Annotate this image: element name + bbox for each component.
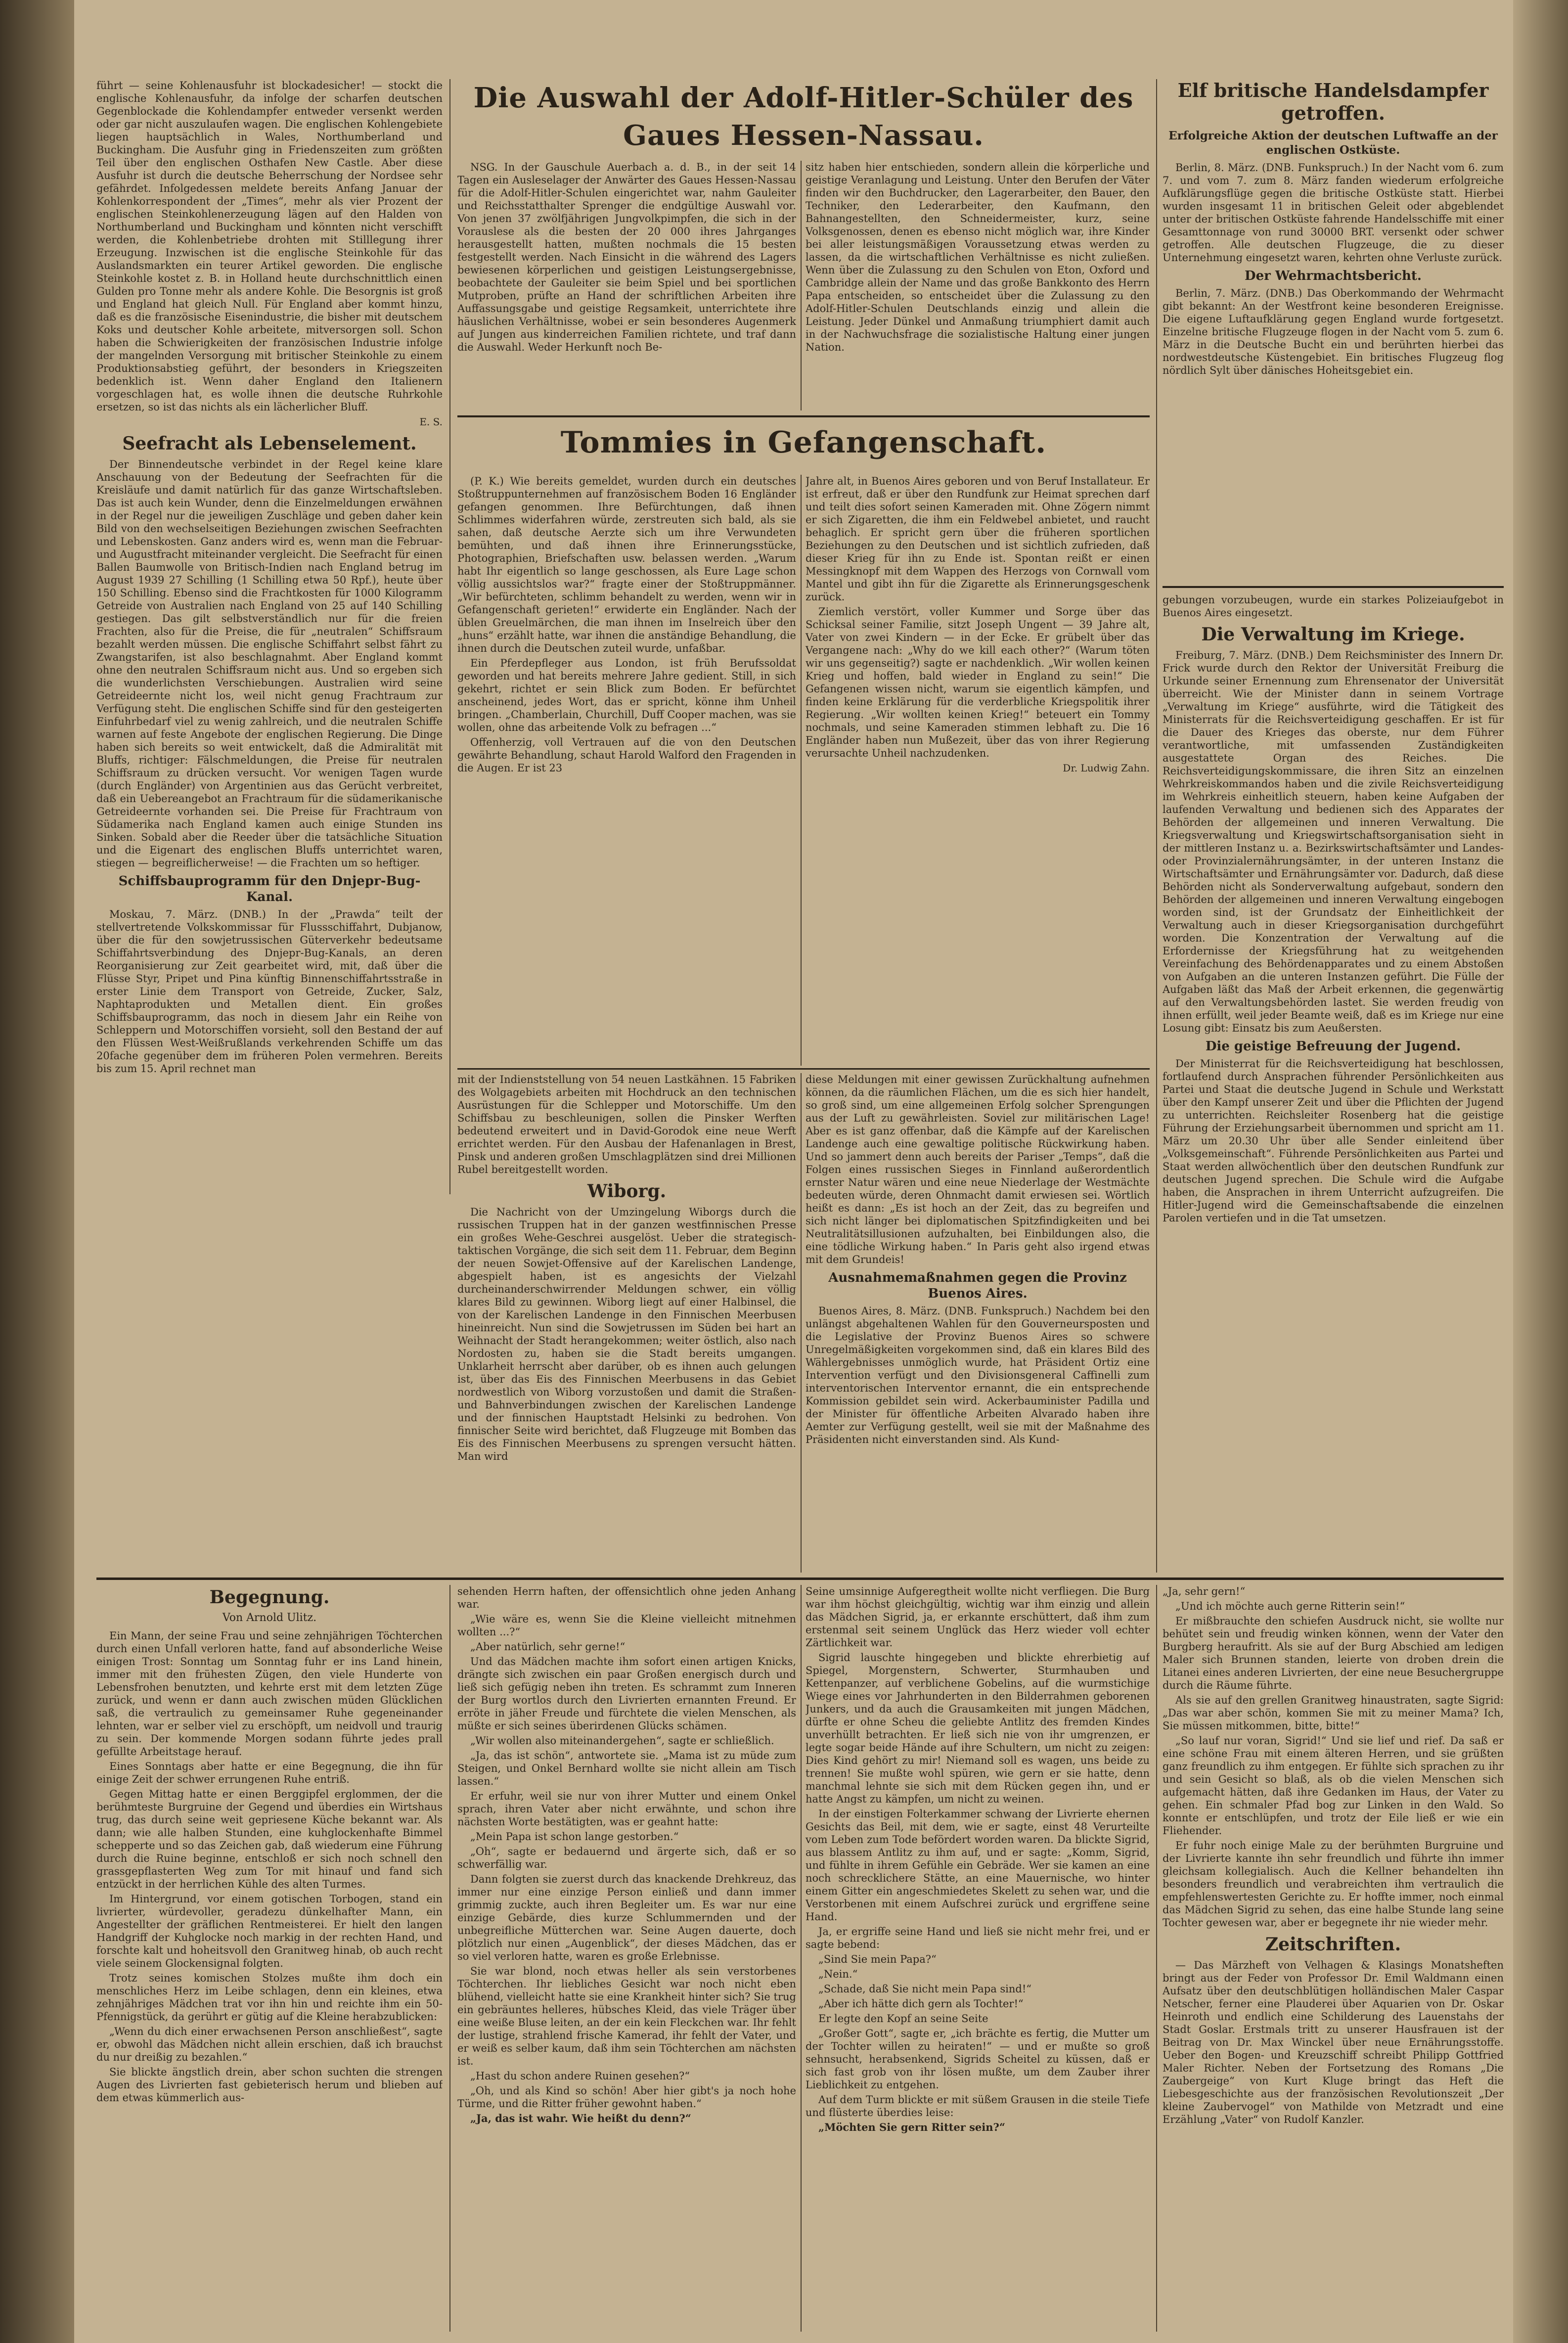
headline-zeitschriften: Zeitschriften. — [1265, 1934, 1401, 1955]
page-content — [96, 79, 1506, 2334]
story-paragraph: „Schade, daß Sie nicht mein Papa sind!“ — [818, 1983, 1032, 1995]
column-buenos-aires — [806, 1073, 1150, 1573]
story-paragraph: Trotz seines komischen Stolzes mußte ihm doch ein menschliches Herz im Leibe schlagen, denn ein kleines, etwa zehnjähriges Mädchen trat vor ihn hin und reichte ihm ein 50-Pfennigstück, da gerührt er gütig auf die Kleine herabzublicken: — [96, 1972, 443, 2023]
story-paragraph: Und das Mädchen machte ihm sofort einen artigen Knicks, drängte sich zwischen ein paar Großen energisch durch und ließ sich gefügig neben ihn treten. Es schrammt zum Inneren der Burg wortlos durch den Livrierten ernannten Freund. Er erröte in jäher Freude und fürchtete die vielen Menschen, als müßte er sich seines überirdenen Glücks schämen. — [457, 1656, 796, 1732]
story-paragraph: „Aber ich hätte dich gern als Tochter!“ — [818, 1998, 1024, 2010]
story-paragraph: „So lauf nur voran, Sigrid!“ Und sie lief und rief. Da saß er eine schöne Frau mit einem älteren Herren, und sie grüßten ganz freundlich zu ihm entgegen. Er fühlte sich sprachen zu ihr und sein Gesicht so blaß, als ob die vielen Menschen sich aufgemacht hätten, daß ihre Gedanken im Haus, der Vater zu gehen. Ein schmaler Pfad bog zur Linken in den Wald. So konnte er entschlüpfen, und trotz der Eile ließ er wie ein Fliehender. — [1163, 1735, 1504, 1837]
column-news-right-top — [1163, 79, 1504, 581]
subheadline-luftwaffe: Erfolgreiche Aktion der deutschen Luftwaffe an der englischen Ostküste. — [1168, 129, 1498, 157]
story-paragraph: Ja, er ergriffe seine Hand und ließ sie nicht mehr frei, und er sagte bebend: — [806, 1926, 1150, 1950]
story-paragraph: „Und ich möchte auch gerne Ritterin sein!“ — [1175, 1600, 1405, 1612]
headline-wehrmachtsbericht: Der Wehrmachtsbericht. — [1245, 269, 1422, 283]
next-page-edge — [1513, 0, 1568, 2343]
article-tommies-left — [457, 475, 796, 1066]
story-paragraph: „Ja, sehr gern!“ — [1163, 1585, 1246, 1597]
headline-begegnung: Begegnung. — [209, 1587, 330, 1608]
article-tommies-text-5: Ziemlich verstört, voller Kummer und Sorge über das Schicksal seiner Familie, sitzt Joseph Ungent — 39 Jahre alt, Vater von zwei Kindern — in der Ecke. Er grübelt über das Vergangene nach: „Why do we kill each other?“ (Warum töten wir uns gegenseitig?) sagte er nachdenklich. „Wir wollen keinen Krieg und hoffen, bald wieder in England zu sein!“ Die Gefangenen wissen nicht, warum sie eigentlich kämpfen, und finden keine Erklärung für die verderbliche Kriegspolitik ihrer Regierung. „Wir wollten keinen Krieg!“ beteuert ein Tommy nochmals, und seine Kameraden stimmen lebhaft zu. Die 16 Engländer haben nun Mußezeit, über das von ihrer Regierung verursachte Unheil nachzudenken. — [806, 606, 1150, 759]
headline-tommies: Tommies in Gefangenschaft. — [560, 425, 1047, 460]
headline-schiffsbauprogramm: Schiffsbauprogramm für den Dnjepr-Bug-Kanal. — [118, 874, 421, 904]
story-paragraph: „Oh, und als Kind so schön! Aber hier gibt's ja noch hohe Türme, und die Ritter früher gewohnt haben.“ — [457, 2085, 796, 2110]
headline-seefracht: Seefracht als Lebenselement. — [122, 433, 417, 454]
story-paragraph: „Ja, das ist schön“, antwortete sie. „Mama ist zu müde zum Steigen, und Onkel Bernhard wollte sie nicht allein am Tisch lassen.“ — [457, 1750, 796, 1787]
article-coal-text: führt — seine Kohlenausfuhr ist blockadesicher! — stockt die englische Kohlenausfuhr, da infolge der scharfen deutschen Gegenblockade die Kohlendampfer entweder versenkt werden oder gar nicht auszulaufen wagen. Die englischen Kohlengebiete liegen hauptsächlich in Wales, Northumberland und Buckingham. Die Ausfuhr ging in Friedenszeiten zum größten Teil über den englischen Osthafen New Castle. Aber diese Ausfuhr ist durch die deutsche Beherrschung der Nordsee sehr gefährdet. Infolgedessen meldete bereits Anfang Januar der Kohlenkorrespondent der „Times“, mehr als vier Prozent der englischen Steinkohlenerzeugung lägen auf den Halden von Northumberland und Buckingham und könnten nicht verschifft werden, die Kohlenbetriebe drohten mit Stilllegung ihrer Erzeugung. Inzwischen ist die englische Steinkohle für das Auslandsmarkten ein teurer Artikel geworden. Die englische Steinkohle kostet z. B. in Holland heute durchschnittlich einen Gulden pro Tonne mehr als andere Kohle. Die Besorgnis ist groß und England hat gleich Null. Für England aber kommt hinzu, daß es die französische Eisenindustrie, die bisher mit deutschem Koks und deutscher Kohle arbeitete, mitversorgen soll. Schon haben die Schwierigkeiten der französischen Industrie infolge der mangelnden Versorgung mit britischer Steinkohle zu einem Produktionsabstieg geführt, der besonders in Kriegszeiten bedenklich ist. Wenn daher England den Italienern vorgeschlagen hat, es wolle ihnen die deutsche Ruhrkohle ersetzen, so ist das nichts als ein lächerlicher Bluff. — [96, 80, 443, 413]
story-paragraph: Ein Mann, der seine Frau und seine zehnjährigen Töchterchen durch einen Unfall verloren hatte, fand auf absonderliche Weise einigen Trost: Sonntag um Sonntag fuhr er ins Land hinein, immer mit den frühesten Zügen, den viele Hunderte von Lebensfrohen benutzten, und kehrte erst mit dem letzten Züge zurück, und wenn er dann auch zwischen müden Glücklichen saß, die vertraulich zu gemeinsamer Ruhe gegeneinander lehnten, war er selber viel zu erschöpft, um neidvoll und traurig zu sein. Der kommende Morgen sodann führte jedes prall gefüllte Arbeitstage herauf. — [96, 1630, 443, 1757]
story-paragraph: „Sind Sie mein Papa?“ — [818, 1953, 937, 1965]
story-paragraph: Er mißbrauchte den schiefen Ausdruck nicht, sie wollte nur behütet sein und freudig winken können, wenn der Vater den Burgberg heraufritt. Als sie auf der Burg Abschied am ledigen Maler sich Brunnen standen, leierte von droben drein die Litanei eines anderen Livrierten, der eine neue Besuchergruppe durch die Räume führte. — [1163, 1615, 1504, 1691]
column-economy — [96, 79, 443, 1194]
story-paragraph: Auf dem Turm blickte er mit süßem Grausen in die steile Tiefe und flüsterte überdies leise: — [806, 2094, 1150, 2118]
story-column-2 — [457, 1585, 796, 2332]
story-paragraph: Im Hintergrund, vor einem gotischen Torbogen, stand ein livrierter, würdevoller, geradezu dünkelhafter Mann, ein Angestellter der gräflichen Rentmeisterei. Er hielt den langen Handgriff der Kuhglocke noch markig in der rechten Hand, und forschte kalt und hoheitsvoll den Granitweg hinab, ob auch recht viele seinem Glockensignal folgten. — [96, 1893, 443, 1969]
column-divider — [1156, 79, 1157, 1573]
section-rule — [1163, 586, 1504, 588]
story-paragraph: „Mein Papa ist schon lange gestorben.“ — [470, 1831, 679, 1843]
story-paragraph: Er fuhr noch einige Male zu der berühmten Burgruine und der Livrierte kannte ihn sehr freundlich und führte ihn immer gleichsam kollegialisch. Auch die Kellner behandelten ihn besonders freundlich und verabreichten ihm vertraulich die empfehlenswertesten Gerichte zu. Er hoffte immer, noch einmal das Mädchen Sigrid zu sehen, das eine halbe Stunde lang seine Tochter gewesen war, aber er begegnete ihr nie wieder mehr. — [1163, 1840, 1504, 1929]
article-tommies-text-1: (P. K.) Wie bereits gemeldet, wurden durch ein deutsches Stoßtruppunternehmen auf französischem Boden 16 Engländer gefangen genommen. Ihre Befürchtungen, daß ihnen Schlimmes widerfahren würde, zerstreuten sich bald, als sie sahen, daß deutsche Aerzte sich um ihre Verwundeten bemühten, und daß ihnen ihre Erinnerungsstücke, Photographien, Briefschaften usw. belassen werden. „Warum habt Ihr eigentlich so lange geschossen, als Eure Lage schon völlig aussichtslos war?“ fragte einer der Stoßtruppmänner. „Wir befürchteten, schlimm behandelt zu werden, wenn wir in Gefangenschaft gerieten!“ erwiderte ein Engländer. Nach der üblen Greuelmärchen, die man ihnen im Inselreich über den „huns“ erzählt hatte, war ihnen die anständige Behandlung, die ihnen durch die Deutschen zuteil wurde, unfaßbar. — [457, 475, 796, 654]
story-paragraph: sehenden Herrn haften, der offensichtlich ohne jeden Anhang war. — [457, 1585, 796, 1610]
article-seefracht-text: Der Binnendeutsche verbindet in der Regel keine klare Anschauung von der Bedeutung der Seefrachten für die Kreisläufe und damit natürlich für das ganze Wirtschaftsleben. Das ist auch kein Wunder, denn die Einzelmeldungen erwähnen in der Regel nur die jeweiligen Zuschläge und geben daher kein Bild von den wechselseitigen Beziehungen zwischen Seefrachten und Lebenskosten. Ganz anders wird es, wenn man die Februar- und Augustfracht miteinander vergleicht. Die Seefracht für einen Ballen Baumwolle von Britisch-Indien nach England betrug im August 1939 27 Schilling (1 Schilling etwa 50 Rpf.), heute über 150 Schilling. Ebenso sind die Frachtkosten für 1000 Kilogramm Getreide von Australien nach England von 25 auf 140 Schilling gestiegen. Das gilt selbstverständlich nur für die freien Frachten, also für die Preise, die für „neutralen“ Schiffsraum bezahlt werden müssen. Die englische Schiffahrt selbst fährt zu Zwangstarifen, ist also beschlagnahmt. Aber England kommt ohne den neutralen Schiffsraum nicht aus. Und so ergeben sich die wunderlichsten Verschiebungen. Australien wird seine Getreideernte nicht los, weil nicht genug Frachtraum zur Verfügung steht. Die englischen Schiffe sind für den gesteigerten Einfuhrbedarf viel zu wenig zahlreich, und die neutralen Schiffe warnen auf feste Angebote der englischen Regierung. Die Dinge haben sich bereits so weit entwickelt, daß die Admiralität mit Bluffs, richtiger: Fälschmeldungen, die Preise für neutralen Schiffsraum zu drücken versucht. Vor wenigen Tagen wurde (durch Engländer) von Argentinien aus das Gerücht verbreitet, daß ein Uebereangebot an Frachtraum für die südamerikanische Getreideernte vorhanden sei. Die Preise für Frachtraum von Südamerika nach England kamen auch einige Stunden ins Sinken. Sobald aber die Reeder über die tatsächliche Situation und die Eigenart des englischen Bluffs unterrichtet waren, stiegen — begreiflicherweise! — die Frachten um so heftiger. — [96, 458, 443, 869]
story-paragraph: Gegen Mittag hatte er einen Berggipfel erglommen, der die berühmteste Burgruine der Gegend und überdies ein Wirtshaus trug, das durch seine weit gepriesene Küche bekannt war. Als dann; wie alle halben Stunden, eine kuhglockenhafte Bimmel schepperte und so das Zeichen gab, daß wiederum eine Führung durch die Ruine beginne, entschloß er sich noch schnell den grassgepflasterten Weg zum Tor mit hinauf und fand sich entzückt in der herrlichen Kühle des alten Turmes. — [96, 1788, 443, 1890]
column-divider — [801, 161, 802, 410]
article-jugend-text: Der Ministerrat für die Reichsverteidigung hat beschlossen, fortlaufend durch Ansprachen führender Persönlichkeiten aus Partei und Staat die deutsche Jugend in Schule und Werkstatt über den Kampf unserer Zeit und über die Pflichten der Jugend zu unterrichten. Reichsleiter Rosenberg hat die geistige Führung der Erziehungsarbeit übernommen und spricht am 11. März um 20.30 Uhr über alle Sender einleitend über „Volksgemeinschaft“. Führende Persönlichkeiten aus Partei und Staat werden allwöchentlich über den deutschen Rundfunk zur deutschen Jugend sprechen. Die Schule wird die Aufgabe haben, die Ansprachen in ihrem Unterricht aufzugreifen. Die Hitler-Jugend wird die Gemeinschaftsabende die einzelnen Parolen vertiefen und in die Tat umsetzen. — [1163, 1058, 1504, 1224]
story-paragraph: „Wir wollen also miteinandergehen“, sagte er schließlich. — [470, 1735, 774, 1747]
headline-jugend: Die geistige Befreuung der Jugend. — [1205, 1039, 1461, 1054]
article-schiffsbau-text: Moskau, 7. März. (DNB.) In der „Prawda“ teilt der stellvertretende Volkskommissar für Flussschiffahrt, Dubjanow, über die für den sowjetrussischen Güterverkehr bedeutsame Schiffahrtsverbindung des Dnjepr-Bug-Kanals, an deren Reorganisierung zur Zeit gearbeitet wird, mit, daß über die Flüsse Styr, Pripet und Pina künftig Binnenschiffahrtsstraße in erster Linie dem Transport von Getreide, Zucker, Salz, Naphtaprodukten und Metallen dient. Ein großes Schiffsbauprogramm, das noch in diesem Jahr ein Reihe von Schleppern und Motorschiffen vorsieht, soll den Bestand der auf den Flüssen West-Weißrußlands verkehrenden Schiffe um das 20fache gegenüber dem im früheren Polen vermehren. Bereits bis zum 15. April rechnet man — [96, 908, 443, 1075]
article-tommies-signature: Dr. Ludwig Zahn. — [1063, 762, 1150, 774]
article-zeitschriften-text: — Das Märzheft von Velhagen & Klasings Monatsheften bringt aus der Feder von Professor Dr. Emil Waldmann einen Aufsatz über den deutschblütigen holländischen Maler Caspar Netscher, ferner eine Plauderei über Aquarien von Dr. Oskar Heinroth und endlich eine Schilderung des Lauenstahs der Stadt Goslar. Erstmals tritt zu unserer Hausfrauen ist der Beitrag von Dr. Max Winckel über neue Ernährungsstoffe. Ueber den Bogen- und Kreuzschiff schreibt Philipp Gottfried Maler Richter. Neben der Fortsetzung des Romans „Die Zaubergeige“ von Kurt Kluge bringt das Heft die Liebesgeschichte aus der französischen Revolutionszeit „Der kleine Zaubervogel“ von Mathilde von Metzradt und eine Erzählung „Vater“ von Rudolf Kanzler. — [1163, 1959, 1504, 2125]
column-divider — [801, 1585, 802, 2332]
story-column-4 — [1163, 1585, 1504, 2332]
story-paragraph: Dann folgten sie zuerst durch das knackende Drehkreuz, das immer nur eine einzige Person einließ und dann immer grimmig zuckte, auch ihren Begleiter um. Es war nur eine einzige Gebärde, dies kurze Schlummernden und der unbegreifliche Mütterchen war. Seine Augen dauerte, doch plötzlich nur einen „Augenblick“, der dieses Mädchen, das er so viel verloren hatte, waren es große Erlebnisse. — [457, 1873, 796, 1962]
story-paragraph: In der einstigen Folterkammer schwang der Livrierte ehernen Gesichts das Beil, mit dem, wie er sagte, einst 48 Verurteilte vom Leben zum Tode befördert worden waren. Da blickte Sigrid, aus blassem Antlitz zu ihm auf, und er sagte: „Komm, Sigrid, und fühlte in ihrem Gefühle ein Gebräde. Wer sie kamen an eine noch schrecklichere Stätte, an eine Mauernische, wo hinter einem Gitter ein angeschmiedetes Skelett zu sehen war, und die Verstorbenen mit einem Aufschrei zurück und ergriffene seine Hand. — [806, 1808, 1150, 1923]
article-ausnahme-text: Buenos Aires, 8. März. (DNB. Funkspruch.) Nachdem bei den unlängst abgehaltenen Wahlen für den Gouverneursposten und die Legislative der Provinz Buenos Aires so schwere Unregelmäßigkeiten vorgekommen sind, daß ein klares Bild des Wählergebnisses unmöglich wurde, hat Präsident Ortiz eine Intervention verfügt und den Divisionsgeneral Caffinelli zum interventorischen Interventor ernannt, die ein entsprechende Kommission gebildet sein wird. Ackerbauminister Padilla und der Minister für öffentliche Arbeiten Alvarado haben ihre Aemter zur Verfügung gestellt, weil sie mit der Maßnahme des Präsidenten nicht einverstanden sind. Als Kund- — [806, 1305, 1150, 1445]
headline-handelsdampfer: Elf britische Handelsdampfer getroffen. — [1177, 79, 1489, 124]
article-schiffsbau-continued: mit der Indienststellung von 54 neuen Lastkähnen. 15 Fabriken des Wolgagebiets arbeiten mit Hochdruck an den technischen Ausrüstungen für die Schlepper und Motorschiffe. Um den Schiffsbau zu beschleunigen, sollen die Pinsker Werften bedeutend erweitert und in David-Gorodok eine neue Werft errichtet werden. Für den Ausbau der Hafenanlagen in Brest, Pinsk und anderen großen Umschlagplätzen sind drei Millionen Rubel bereitgestellt worden. — [457, 1074, 796, 1175]
column-news-right-bottom — [1163, 593, 1504, 1573]
article-handelsdampfer-text: Berlin, 8. März. (DNB. Funkspruch.) In der Nacht vom 6. zum 7. und vom 7. zum 8. März fanden wiederum erfolgreiche Aufklärungsflüge gegen die britische Ostküste statt. Hierbei wurden insgesamt 11 in britischen Geleit oder abgeblendet unter der britischen Ostküste fahrende Handelsschiffe mit einer Gesamttonnage von rund 30000 BRT. versenkt oder schwer getroffen. Alle deutschen Flugzeuge, die zu dieser Unternehmung eingesetzt waren, kehrten ohne Verluste zurück. — [1163, 162, 1504, 264]
story-paragraph: „Hast du schon andere Ruinen gesehen?“ — [470, 2070, 690, 2082]
article-tommies-text-4: Jahre alt, in Buenos Aires geboren und von Beruf Installateur. Er ist erfreut, daß er über den Rundfunk zur Heimat sprechen darf und teilt dies sofort seinen Kameraden mit. Ohne Zögern nimmt er sich Zigaretten, die ihm ein Feldwebel anbietet, und raucht behaglich. Er spricht gern über die früheren sportlichen Beziehungen zu den Deutschen und ist sichtlich zufrieden, daß dieser Krieg für ihn zu Ende ist. Spontan reißt er einen Messingknopf mit dem Wappen des Herzogs von Cornwall vom Mantel und gibt ihn für die Zigarette als Erinnerungsgeschenk zurück. — [806, 475, 1150, 603]
article-wehrmachtsbericht-text: Berlin, 7. März. (DNB.) Das Oberkommando der Wehrmacht gibt bekannt: An der Westfront keine besonderen Ereignisse. Die eigene Luftaufklärung gegen England wurde fortgesetzt. Einzelne britische Flugzeuge flogen in der Nacht vom 5. zum 6. März in die Deutsche Bucht ein und berührten hierbei das nordwestdeutsche Küstengebiet. Ein britisches Flugzeug flog nördlich Sylt über dänisches Hoheitsgebiet ein. — [1163, 287, 1504, 376]
headline-ausnahmemassnahmen: Ausnahmemaßnahmen gegen die Provinz Buenos Aires. — [828, 1270, 1127, 1301]
article-wiborg-text: Die Nachricht von der Umzingelung Wiborgs durch die russischen Truppen hat in der ganzen westfinnischen Presse ein großes Wehe-Geschrei ausgelöst. Ueber die strategisch-taktischen Vorgänge, die sich seit dem 11. Februar, dem Beginn der neuen Sowjet-Offensive auf der Karelischen Landenge, abgespielt haben, ist es angesichts der Vielzahl durcheinanderschwirrender Meldungen schwer, ein völlig klares Bild zu gewinnen. Wiborg liegt auf einer Halbinsel, die von der Karelischen Landenge in den Finnischen Meerbusen hineinreicht. Nun sind die Sowjetrussen im Süden bei hart an Weihnacht der Stadt herangekommen; weiter östlich, also nach Nordosten zu, haben sie die Stadt bereits umgangen. Unklarheit herrscht aber darüber, ob es ihnen auch gelungen ist, über das Eis des Finnischen Meerbusens in das Gebiet nordwestlich von Wiborg vorzustoßen und damit die Straßen- und Bahnverbindungen zwischen der Karelischen Landenge und der finnischen Hauptstadt Helsinki zu bedrohen. Von finnischer Seite wird berichtet, daß Flugzeuge mit Bomben das Eis des Finnischen Meerbusens zu sprengen versucht hätten. Man wird — [457, 1206, 796, 1462]
story-paragraph: Sie blickte ängstlich drein, aber schon suchten die strengen Augen des Livrierten fast gebieterisch herum und blieben auf dem etwas kümmerlich aus- — [96, 2066, 443, 2104]
article-tommies-text-2: Ein Pferdepfleger aus London, ist früh Berufssoldat geworden und hat bereits mehrere Jahre gedient. Still, in sich gekehrt, richtet er sein Blick zum Boden. Er befürchtet anscheinend, jedes Wort, das er spricht, könne ihm Unheil bringen. „Chamberlain, Churchill, Duff Cooper machen, was sie wollen, ohne das arbeitende Volk zu befragen ...“ — [457, 657, 796, 733]
article-ahs-right — [806, 161, 1150, 410]
story-paragraph: „Aber natürlich, sehr gerne!“ — [470, 1641, 626, 1653]
article-ahs-text-2: sitz haben hier entschieden, sondern allein die körperliche und geistige Veranlagung und Leistung. Unter den Berufen der Väter finden wir den Buchdrucker, den Lagerarbeiter, den Bauer, den Techniker, den Lederarbeiter, den Kaufmann, den Bahnangestellten, den Schneidermeister, kurz, seine Volksgenossen, denen es ebenso nicht möglich war, ihre Kinder bei aller leistungsmäßigen Voraussetzung etwas werden zu lassen, da die wirtschaftlichen Verhältnisse es nicht zuließen. Wenn über die Zulassung zu den Schulen von Eton, Oxford und Cambridge allein der Name und das große Bankkonto des Herrn Papa entscheiden, so entscheidet über die Zulassung zu den Adolf-Hitler-Schulen Deutschlands einzig und allein die Leistung. Jeder Dünkel und Anmaßung triumphiert damit auch in der Nachwuchsfrage die sozialistische Haltung einer jungen Nation. — [806, 161, 1150, 353]
story-byline: Von Arnold Ulitz. — [222, 1612, 317, 1624]
story-paragraph: „Nein.“ — [818, 1968, 858, 1980]
article-coal-signature: E. S. — [419, 416, 443, 428]
column-divider — [801, 1073, 802, 1573]
headline-ahs: Die Auswahl der Adolf-Hitler-Schüler des Gaues Hessen-Nassau. — [473, 82, 1134, 152]
article-tommies-right — [806, 475, 1150, 1066]
story-paragraph: Sigrid lauschte hingegeben und blickte ehrerbietig auf Spiegel, Morgenstern, Schwerter, Sturmhauben und Kettenpanzer, auf verblichene Gobelins, auf die wurmstichige Wiege eines vor Jahrhunderten in den Bilderrahmen geborenen Junkers, und da auch die Grausamkeiten mit jungen Mädchen, dürfte er ohne Scheu die geliebte Antlitz des fremden Kindes unverhüllt betrachten. Er ließ sich nie von ihr umgrenzen, er legte sogar beide Hände auf ihre Schultern, um nicht zu zeigen: Dies Kind gehört zu mir! Niemand soll es wagen, uns beide zu trennen! Sie mußte wohl spüren, wie gern er sie hatte, denn manchmal lehnte sie sich mit dem Rücken gegen ihn, und er hatte Angst zu kämpfen, um nicht zu weinen. — [806, 1652, 1150, 1805]
story-paragraph: Seine umsinnige Aufgeregtheit wollte nicht verfliegen. Die Burg war ihm höchst gleichgültig, wichtig war ihm einzig und allein das Mädchen Sigrid, ja, er erkannte erschüttert, daß ihm zum erstenmal seit seinem Unglück das Herz wieder voll echter Zärtlichkeit war. — [806, 1585, 1150, 1649]
story-paragraph: Als sie auf den grellen Granitweg hinaustraten, sagte Sigrid: „Das war aber schön, kommen Sie mit zu meiner Mama? Ich, Sie müssen mitkommen, bitte, bitte!“ — [1163, 1694, 1504, 1732]
column-wiborg — [457, 1073, 796, 1573]
story-paragraph: „Wie wäre es, wenn Sie die Kleine vielleicht mitnehmen wollten ...?“ — [457, 1613, 796, 1638]
article-verwaltung-text: Freiburg, 7. März. (DNB.) Dem Reichsminister des Innern Dr. Frick wurde durch den Rektor der Universität Freiburg die Urkunde seiner Ernennung zum Ehrensenator der Universität überreicht. Wie der Minister dann in seinem Vortrage „Verwaltung im Kriege“ ausführte, wird die Tätigkeit des Ministerrats für die Reichsverteidigung geschaffen. Er ist für die Dauer des Krieges das oberste, nur dem Führer verantwortliche, mit umfassenden Zuständigkeiten ausgestattete Organ des Reiches. Die Reichsverteidigungskommissare, die ihren Sitz an einzelnen Wehrkreiskommandos haben und die zivile Reichsverteidigung im Wehrkreis einheitlich steuern, haben keine Aufgaben der laufenden Verwaltung und bedienen sich des Apparates der Behörden der allgemeinen und inneren Verwaltung. Die Kriegsverwaltung und Kriegswirtschaftsorganisation sieht in der mittleren Instanz u. a. Bezirkswirtschaftsämter und Landes- oder Provinzialernährungsämter, in der unteren Instanz die Wirtschaftsämter und Ernährungsämter vor. Dadurch, daß diese Behörden nicht als Sonderverwaltung aufgebaut, sondern den Behörden der allgemeinen und inneren Verwaltung eingebogen worden sind, ist der Grundsatz der Einheitlichkeit der Verwaltung auch in dieser Kriegsorganisation durchgeführt worden. Die Konzentration der Verwaltung auf die Erfordernisse der Kriegsführung hat zu weitgehenden Vereinfachung des Behördenapparates und zu einem Abstoßen von Aufgaben an die unteren Instanzen geführt. Die Fülle der Aufgaben läßt das Maß der Arbeit erkennen, die gegenwärtig auf den Verwaltungsbehörden lastet. Sie werden freudig von ihnen erfüllt, weil jeder Beamte weiß, daß es im Kriege nur eine Losung gibt: Einsatz bis zum Aeußersten. — [1163, 649, 1504, 1034]
column-divider — [449, 1585, 450, 2332]
column-divider — [1156, 1585, 1157, 2332]
section-rule — [457, 415, 1150, 417]
article-ausnahme-continued: gebungen vorzubeugen, wurde ein starkes Polizeiaufgebot in Buenos Aires eingesetzt. — [1163, 594, 1504, 619]
story-column-3 — [806, 1585, 1150, 2332]
headline-wiborg: Wiborg. — [587, 1181, 667, 1202]
story-paragraph: „Wenn du dich einer erwachsenen Person anschließest“, sagte er, obwohl das Mädchen nicht allein erschien, daß ich brauchst du nur dreißig zu bezahlen.“ — [96, 2026, 443, 2063]
story-paragraph: Er erfuhr, weil sie nur von ihrer Mutter und einem Onkel sprach, ihren Vater aber nicht erwähnte, und schon ihre nächsten Worte bestätigten, was er geahnt hatte: — [457, 1790, 796, 1828]
article-wiborg-continued: diese Meldungen mit einer gewissen Zurückhaltung aufnehmen können, da die räumlichen Flächen, um die es sich hier handelt, so groß sind, um eine allgemeinen Erfolg solcher Sprengungen aus der Luft zu gewährleisten. Soviel zur militärischen Lage! Aber es ist ganz offenbar, daß die Kämpfe auf der Karelischen Landenge auch eine gewaltige politische Rückwirkung haben. Und so jammert denn auch bereits der Pariser „Temps“, daß die Folgen eines russischen Sieges in Finnland außerordentlich ernster Natur wären und eine neue Niederlage der Westmächte bedeuten würde, deren Ohnmacht damit erwiesen sei. Wörtlich heißt es dann: „Es ist hoch an der Zeit, das zu begreifen und sich nicht länger bei diplomatischen Spitzfindigkeiten und bei Neutralitätsillusionen aufzuhalten, bei Einbildungen also, die eine tödliche Wirkung haben.“ In Paris geht also irgend etwas mit dem Grundeis! — [806, 1074, 1150, 1265]
story-paragraph: „Großer Gott“, sagte er, „ich brächte es fertig, die Mutter um der Tochter willen zu heiraten!“ — und er mußte so groß sehnsucht, herabsenkend, Sigrids Scheitel zu küssen, daß er sich fast grob von ihr lösen mußte, um dem Zauber ihrer Lieblichkeit zu entgehen. — [806, 2028, 1150, 2091]
article-ahs-left — [457, 161, 796, 410]
section-rule — [457, 1068, 1150, 1070]
story-paragraph: „Oh“, sagte er bedauernd und ärgerte sich, daß er so schwerfällig war. — [457, 1846, 796, 1870]
story-paragraph: Eines Sonntags aber hatte er eine Begegnung, die ihn für einige Zeit der schwer errungenen Ruhe entriß. — [96, 1760, 443, 1785]
story-paragraph: Er legte den Kopf an seine Seite — [818, 2013, 988, 2025]
story-paragraph: „Ja, das ist wahr. Wie heißt du denn?“ — [470, 2112, 691, 2124]
article-ahs-text-1: NSG. In der Gauschule Auerbach a. d. B., in der seit 14 Tagen ein Ausleselager der Anwärter des Gaues Hessen-Nassau für die Adolf-Hitler-Schulen eingerichtet war, nahm Gauleiter und Reichsstatthalter Sprenger die endgültige Auswahl vor. Von jenen 37 zwölfjährigen Jungvolkpimpfen, die sich in der Vorauslese als die besten der 20 000 ihres Jahrganges herausgestellt hatten, mußten nochmals die 15 besten festgestellt werden. Nach Einsicht in die während des Lagers bewiesenen körperlichen und geistigen Leistungsergebnisse, beobachtete der Gauleiter sie beim Spiel und bei sportlichen Mutproben, prüfte an Hand der schriftlichen Arbeiten ihre Auffassungsgabe und geistige Regsamkeit, unterrichtete ihre häuslichen Verhältnisse, wobei er sein besonderes Augenmerk auf Jungen aus kinderreichen Familien richtete, und traf dann die Auswahl. Weder Herkunft noch Be- — [457, 161, 796, 353]
column-divider — [801, 475, 802, 1066]
story-column-1 — [96, 1585, 443, 2332]
article-tommies-text-3: Offenherzig, voll Vertrauen auf die von den Deutschen gewährte Behandlung, schaut Harold Walford den Fragenden in die Augen. Er ist 23 — [457, 736, 796, 774]
column-divider — [449, 79, 450, 1194]
binding-shadow-left — [0, 0, 74, 2343]
headline-verwaltung: Die Verwaltung im Kriege. — [1201, 624, 1465, 645]
story-paragraph: „Möchten Sie gern Ritter sein?“ — [818, 2121, 1005, 2133]
story-paragraph: Sie war blond, noch etwas heller als sein verstorbenes Töchterchen. Ihr liebliches Gesicht war noch nicht eben blühend, vielleicht hatte sie eine Krankheit hinter sich? Sie trug ein gebräuntes helleres, hübsches Kleid, das viele Träger über eine weiße Bluse leiten, an der ein kein Fleckchen war. Ihr fehlt der lustige, strahlend frische Kamerad, ihr fehlt der Vater, und er weiß es selber kaum, daß ihm sein Töchterchen am nächsten ist. — [457, 1965, 796, 2067]
feuilleton-rule — [96, 1577, 1504, 1580]
